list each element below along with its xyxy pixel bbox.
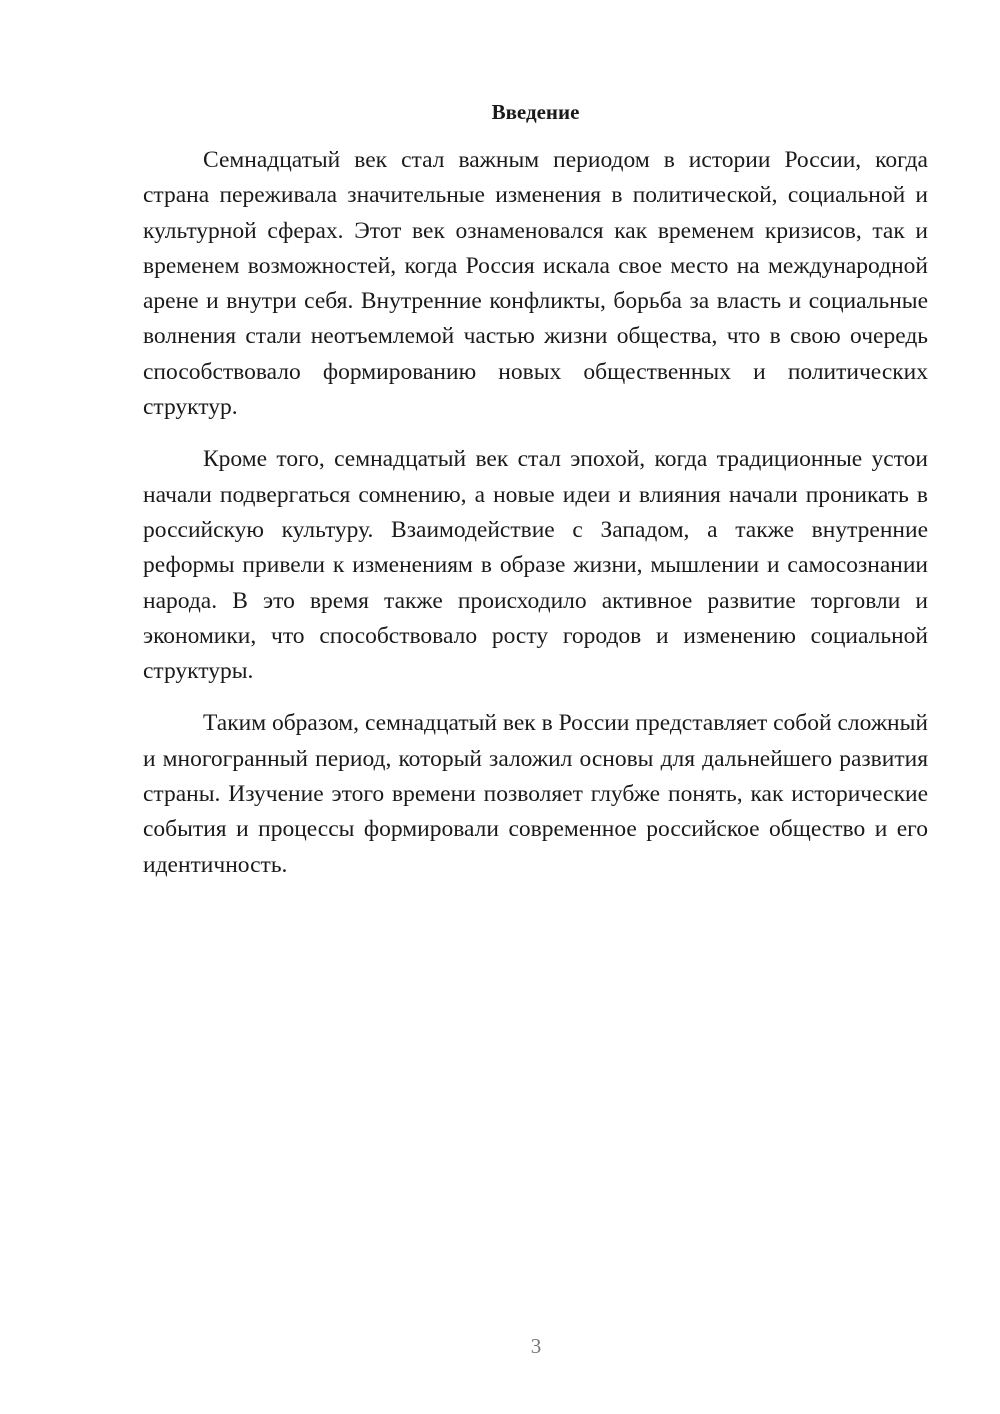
paragraph-1: Семнадцатый век стал важным периодом в истории России, когда страна переживала значительные изменения в политической, социальной и культурной сферах. Этот век ознаменовался как временем кризисов, так и временем возможностей, когда Россия искала свое место на международной арене и внутри себя. Внутренние конфликты, борьба за власть и социальные волнения стали неотъемлемой частью жизни общества, что в свою очередь способствовало формированию новых общественных и политических структур. [143, 147, 928, 421]
page-number: 3 [530, 1334, 542, 1358]
paragraph-2: Кроме того, семнадцатый век стал эпохой, когда традиционные устои начали подвергаться сомнению, а новые идеи и влияния начали проникать в российскую культуру. Взаимодействие с Западом, а также внутренние реформы привели к изменениям в образе жизни, мышлении и самосознании народа. В это время также происходило активное развитие торговли и экономики, что способствовало росту городов и изменению социальной структуры. [143, 446, 928, 685]
document-body [143, 143, 928, 900]
paragraph-3: Таким образом, семнадцатый век в России представляет собой сложный и многогранный период, который заложил основы для дальнейшего развития страны. Изучение этого времени позволяет глубже понять, как исторические события и процессы формировали современное российское общество и его идентичность. [143, 710, 928, 878]
page-title: Введение [491, 100, 580, 124]
